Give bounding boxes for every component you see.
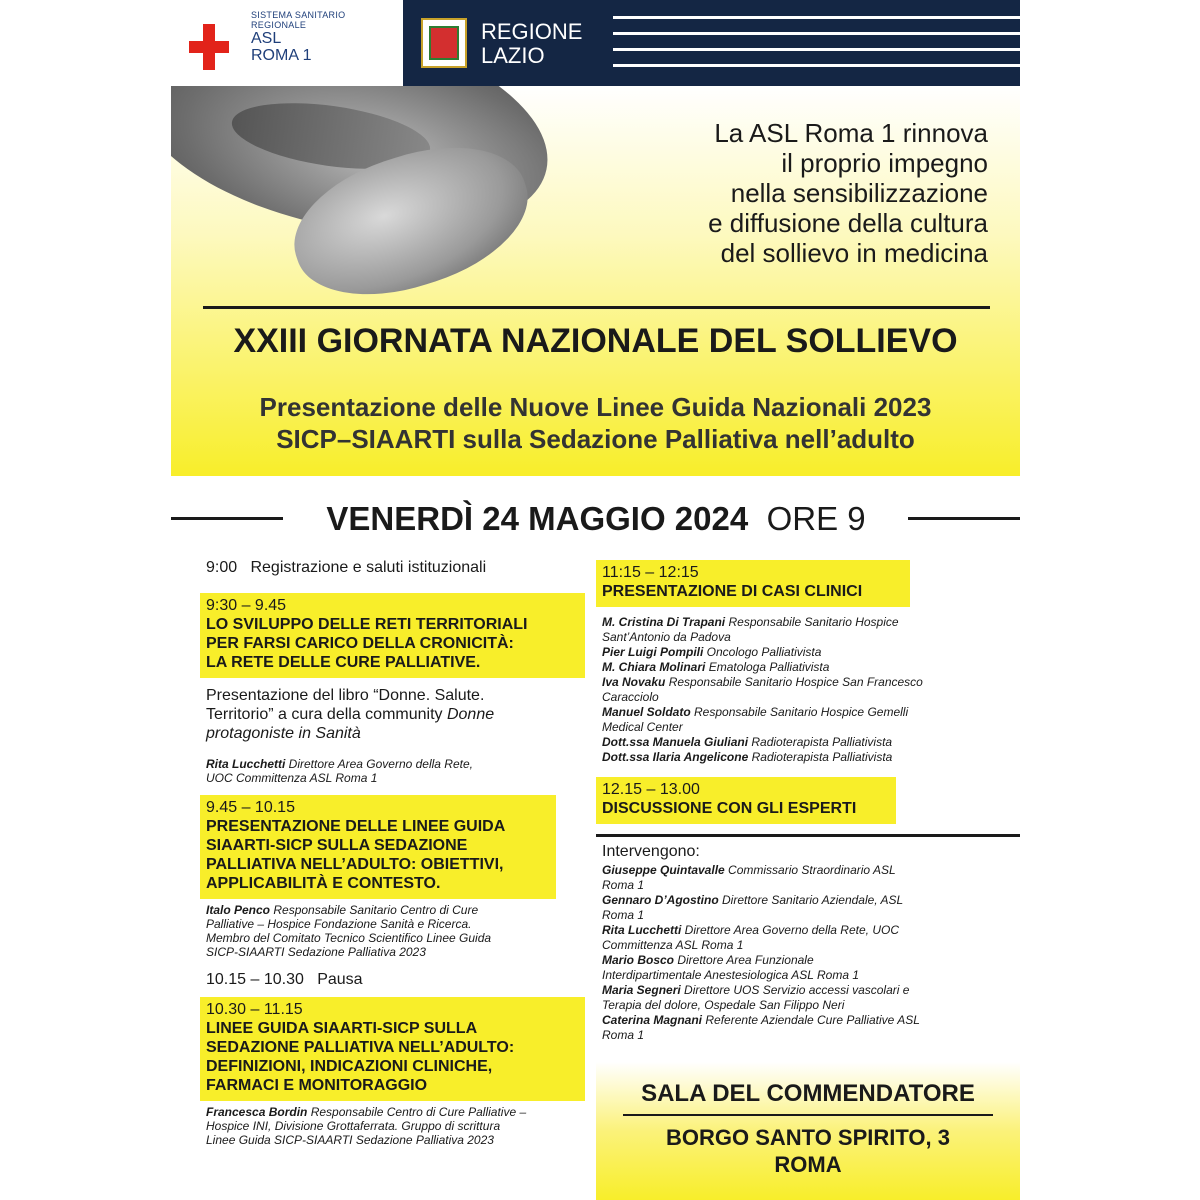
event-title: XXIII GIORNATA NAZIONALE DEL SOLLIEVO: [233, 322, 958, 360]
participant-role: Roma 1: [602, 878, 645, 892]
participant-role: Interdipartimentale Anestesiologica ASL Roma 1: [602, 968, 860, 982]
speaker-name: Italo Penco: [206, 903, 271, 917]
header: [171, 0, 1020, 86]
session-time: 12.15 – 13.00: [602, 781, 700, 798]
speaker-name: M. Cristina Di Trapani: [602, 615, 726, 629]
session-box: [200, 795, 556, 899]
event-time: ORE 9: [766, 500, 866, 537]
speaker-role: Direttore Area Governo della Rete,: [285, 757, 473, 771]
speaker-name: Dott.ssa Manuela Giuliani: [602, 735, 749, 749]
intro-line: e diffusione della cultura: [708, 208, 988, 238]
region-name-line2: LAZIO: [481, 43, 545, 68]
speaker: [602, 615, 1014, 645]
session-box: [200, 997, 585, 1101]
speaker-role: Medical Center: [602, 720, 683, 734]
session-time: 9.45 – 10.15: [206, 799, 295, 816]
speaker-role: Palliative – Hospice Fondazione Sanità e Ricerca.: [206, 917, 472, 931]
session-title-line: PER FARSI CARICO DELLA CRONICITÀ:: [206, 635, 514, 652]
participant-name: Gennaro D’Agostino: [602, 893, 719, 907]
speaker-role: Linee Guida SICP-SIAARTI Sedazione Palliativa 2023: [206, 1133, 494, 1147]
program-left-column: [200, 555, 585, 1151]
desc-line: Presentazione del libro “Donne. Salute.: [206, 687, 485, 704]
participant: [602, 923, 1014, 953]
speaker-name: Rita Lucchetti: [206, 757, 286, 771]
opening-item: 9:00 Registrazione e saluti istituzionali: [206, 559, 487, 576]
speaker-name: Manuel Soldato: [602, 705, 691, 719]
session-time: 11:15 – 12:15: [602, 564, 699, 581]
participants-list: [596, 861, 1020, 1049]
participant-name: Giuseppe Quintavalle: [602, 863, 725, 877]
participant-role: Direttore Sanitario Aziendale, ASL: [718, 893, 904, 907]
participant-role: Commissario Straordinario ASL: [724, 863, 896, 877]
session-title: [206, 615, 579, 672]
speaker-role: Ematologa Palliativista: [705, 660, 830, 674]
asl-roma1-logo: [171, 0, 403, 86]
speaker-list: [596, 607, 1020, 771]
session-title: DISCUSSIONE CON GLI ESPERTI: [602, 800, 857, 817]
speaker-role: SICP-SIAARTI Sedazione Palliativa 2023: [206, 945, 426, 959]
session-box: [596, 560, 910, 607]
speaker-name: Iva Novaku: [602, 675, 666, 689]
asl-name: [251, 30, 311, 64]
program-right-column: [596, 560, 1020, 1049]
participant-role: Committenza ASL Roma 1: [602, 938, 744, 952]
intro-line: La ASL Roma 1 rinnova: [714, 118, 988, 148]
asl-name-line2: ROMA 1: [251, 47, 312, 64]
speaker-role: Radioterapista Palliativista: [748, 750, 893, 764]
asl-name-line1: ASL: [251, 30, 282, 47]
decorative-stripes: [613, 16, 1020, 80]
session-title: PRESENTAZIONE DI CASI CLINICI: [602, 583, 863, 600]
participant-role: Roma 1: [602, 908, 645, 922]
divider: [623, 1114, 993, 1116]
participants-heading: Intervengono:: [602, 843, 700, 860]
participant-name: Maria Segneri: [602, 983, 681, 997]
event-subtitle: [171, 391, 1020, 455]
speaker-name: M. Chiara Molinari: [602, 660, 706, 674]
speaker-name: Dott.ssa Ilaria Angelicone: [602, 750, 749, 764]
speaker-role: Sant’Antonio da Padova: [602, 630, 731, 644]
speaker: [602, 735, 1014, 750]
session-title-line: LO SVILUPPO DELLE RETI TERRITORIALI: [206, 616, 528, 633]
regione-lazio-logo: [403, 0, 1020, 86]
speaker: [602, 675, 1014, 705]
intro-line: il proprio impegno: [781, 148, 988, 178]
session-title: [206, 817, 550, 893]
book-presentation: [200, 684, 585, 745]
divider: [171, 517, 283, 520]
subtitle-line: SICP–SIAARTI sulla Sedazione Palliativa nell’adulto: [276, 424, 915, 454]
region-name-line1: REGIONE: [481, 19, 583, 44]
venue-room: SALA DEL COMMENDATORE: [641, 1080, 975, 1107]
divider: [596, 834, 1020, 837]
speaker-role: Caracciolo: [602, 690, 659, 704]
event-date: [171, 500, 1020, 540]
hero-banner: [171, 86, 1020, 476]
speaker-role: Responsabile Sanitario Hospice Gemelli: [690, 705, 909, 719]
speaker: [602, 660, 1014, 675]
community-name: Donne protagoniste in Sanità: [206, 706, 495, 742]
participant-role: Direttore Area Funzionale: [674, 953, 814, 967]
session-title-line: SEDAZIONE PALLIATIVA NELL’ADULTO:: [206, 1039, 515, 1056]
speaker-role: Responsabile Sanitario Centro di Cure: [270, 903, 479, 917]
session-box: [596, 777, 896, 824]
participant-role: Roma 1: [602, 1028, 645, 1042]
holding-hands-photo: [171, 86, 601, 316]
speaker-role: UOC Committenza ASL Roma 1: [206, 771, 378, 785]
intro-line: nella sensibilizzazione: [730, 178, 988, 208]
participant-role: Terapia del dolore, Ospedale San Filippo Neri: [602, 998, 845, 1012]
session-title-line: SIAARTI-SICP SULLA SEDAZIONE: [206, 837, 468, 854]
red-cross-icon: [191, 24, 227, 70]
speaker-name: Francesca Bordin: [206, 1105, 308, 1119]
desc-text: Territorio” a cura della community: [206, 706, 447, 723]
participant: [602, 1013, 1014, 1043]
event-day: VENERDÌ 24 MAGGIO 2024: [326, 500, 749, 537]
session-title-line: LINEE GUIDA SIAARTI-SICP SULLA: [206, 1020, 478, 1037]
session-box: [200, 593, 585, 678]
speaker-name: Pier Luigi Pompili: [602, 645, 704, 659]
subtitle-line: Presentazione delle Nuove Linee Guida Nazionali 2023: [259, 392, 932, 422]
session-title-line: APPLICABILITÀ E CONTESTO.: [206, 875, 441, 892]
speaker-role: Oncologo Palliativista: [703, 645, 822, 659]
speaker-role: Hospice INI, Divisione Grottaferrata. Gruppo di scrittura: [206, 1119, 501, 1133]
participant-name: Caterina Magnani: [602, 1013, 703, 1027]
participant: [602, 863, 1014, 893]
participant: [602, 983, 1014, 1013]
participant-role: Direttore UOS Servizio accessi vascolari e: [680, 983, 910, 997]
lazio-emblem-icon: [421, 18, 467, 68]
divider: [203, 306, 990, 309]
speaker-role: Responsabile Sanitario Hospice: [725, 615, 899, 629]
participant: [602, 893, 1014, 923]
date-text: [291, 500, 901, 538]
session-time: 9:30 – 9.45: [206, 597, 287, 614]
participant-role: Direttore Area Governo della Rete, UOC: [681, 923, 899, 937]
speaker-role: Membro del Comitato Tecnico Scientifico Linee Guida: [206, 931, 492, 945]
speaker: [602, 750, 1014, 765]
intro-line: del sollievo in medicina: [720, 238, 988, 268]
participant: [602, 953, 1014, 983]
session-time: 10.30 – 11.15: [206, 1001, 303, 1018]
speaker: [200, 753, 585, 789]
venue-address: BORGO SANTO SPIRITO, 3: [665, 1125, 950, 1150]
speaker: [200, 1101, 585, 1151]
region-name: [481, 20, 582, 68]
intro-text: [548, 118, 988, 268]
speaker-role: Radioterapista Palliativista: [748, 735, 893, 749]
participant-name: Rita Lucchetti: [602, 923, 682, 937]
desc-line: [206, 705, 579, 743]
session-title-line: PALLIATIVA NELL’ADULTO: OBIETTIVI,: [206, 856, 504, 873]
venue-city: ROMA: [774, 1152, 842, 1177]
speaker-role: Responsabile Centro di Cure Palliative –: [307, 1105, 527, 1119]
speaker: [200, 899, 585, 963]
session-title-line: DEFINIZIONI, INDICAZIONI CLINICHE,: [206, 1058, 493, 1075]
venue-box: [596, 1062, 1020, 1200]
speaker-role: Responsabile Sanitario Hospice San Francesco: [665, 675, 923, 689]
session-title-line: LA RETE DELLE CURE PALLIATIVE.: [206, 654, 481, 671]
session-title: [206, 1019, 579, 1095]
participant-role: Referente Aziendale Cure Palliative ASL: [702, 1013, 920, 1027]
divider: [908, 517, 1020, 520]
pause-item: 10.15 – 10.30 Pausa: [206, 971, 363, 988]
speaker: [602, 705, 1014, 735]
participant-name: Mario Bosco: [602, 953, 675, 967]
speaker: [602, 645, 1014, 660]
session-title-line: PRESENTAZIONE DELLE LINEE GUIDA: [206, 818, 506, 835]
asl-system-label: SISTEMA SANITARIO REGIONALE: [251, 10, 346, 30]
session-title-line: FARMACI E MONITORAGGIO: [206, 1077, 428, 1094]
